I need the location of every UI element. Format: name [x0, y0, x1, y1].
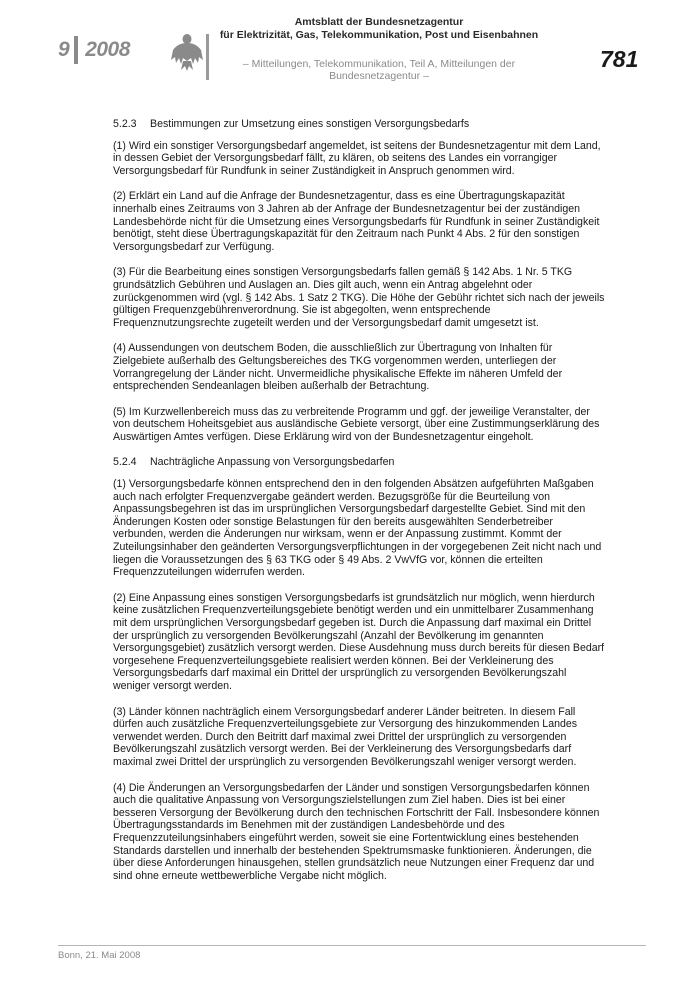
main-content	[113, 118, 605, 895]
issue-divider	[74, 36, 78, 64]
publication-title-line2: für Elektrizität, Gas, Telekommunikation, Post und Eisenbahnen	[219, 29, 539, 41]
paragraph: (3) Für die Bearbeitung eines sonstigen Versorgungsbedarfs fallen gemäß § 142 Abs. 1 Nr. 5 TKG grundsätzlich Gebühren und Auslagen an. Dies gilt auch, wenn ein Antrag abgelehnt oder zurückgenommen wird (vgl. § 142 Abs. 1 Satz 2 TKG). Die Höhe der Gebühr richtet sich nach der jeweils gültigen Frequenzgebührenverordnung. Sie ist abgegolten, wenn entsprechende Frequenznutzungsrechte zugeteilt werden und der Versorgungsbedarf damit umgesetzt ist.	[113, 266, 605, 329]
paragraph: (2) Erklärt ein Land auf die Anfrage der Bundesnetzagentur, dass es eine Übertragungskapazität innerhalb eines Zeitraums von 3 Jahren ab der Anfrage der Bundesnetzagentur bei der zuständigen Landesbehörde nicht für die Umsetzung eines Versorgungsbedarfs für Rundfunk in seiner Zuständigkeit benötigt, steht diese Übertragungskapazität für den Zeitraum nach Punkt 4 Abs. 2 für den sonstigen Versorgungsbedarf zur Verfügung.	[113, 190, 600, 253]
header-divider	[206, 34, 209, 80]
section-number: 5.2.3	[113, 118, 137, 130]
footer-text: Bonn, 21. Mai 2008	[58, 950, 141, 961]
paragraph: (5) Im Kurzwellenbereich muss das zu verbreitende Programm und ggf. der jeweilige Veranstalter, der von deutschem Hoheitsgebiet aus ausländische Gebiete versorgt, über eine Zustimmungserklärung des Auswärtigen Amtes verfügen. Diese Erklärung wird von der Bundesnetzagentur eingeholt.	[113, 405, 600, 443]
issue-year: 2008	[85, 38, 130, 61]
issue-label	[58, 38, 130, 62]
footer-divider	[58, 945, 646, 946]
section-heading-5-2-4	[113, 456, 605, 469]
section-title: Nachträgliche Anpassung von Versorgungsbedarfen	[150, 456, 395, 469]
publication-subtitle: – Mitteilungen, Telekommunikation, Teil A, Mitteilungen der Bundesnetzagentur –	[242, 58, 516, 82]
publication-title-line1: Amtsblatt der Bundesnetzagentur	[294, 16, 464, 28]
issue-number: 9	[58, 38, 70, 61]
paragraph: (2) Eine Anpassung eines sonstigen Versorgungsbedarfs ist grundsätzlich nur möglich, wenn hierdurch keine zusätzlichen Frequenzverteilungsgebiete benötigt werden und ein unmittelbarer Zusammenhang mit dem ursprünglichen Versorgungsbedarf gegeben ist. Durch die Anpassung darf maximal ein Drittel der ursprünglich zu versorgenden Bevölkerungszahl (Anzahl der Bevölkerung im genannten Versorgungsgebiet) zusätzlich versorgt werden. Diese Ausdehnung muss durch bereits für diesen Bedarf vorgesehene Frequenzverteilungsgebiete realisiert werden können. Bei der Verkleinerung des Versorgungsbedarfs darf maximal ein Drittel der ursprünglich zu versorgenden Bevölkerungszahl weniger versorgt werden.	[113, 591, 605, 692]
paragraph: (1) Wird ein sonstiger Versorgungsbedarf angemeldet, ist seitens der Bundesnetzagentur mit dem Land, in dessen Gebiet der Versorgungsbedarf fällt, zu klären, ob seitens des Landes ein vorrangiger Versorgungsbedarf für Rundfunk in seiner Zuständigkeit in Anspruch genommen wird.	[113, 139, 601, 177]
publication-title	[214, 16, 544, 42]
paragraph: (3) Länder können nachträglich einem Versorgungsbedarf anderer Länder beitreten. In diesem Fall dürfen auch zusätzliche Frequenzverteilungsgebiete zur Versorgung des hinzukommenden Landes verwendet werden. Durch den Beitritt darf maximal zwei Drittel der ursprünglich zu versorgenden Bevölkerungszahl zusätzlich versorgt werden. Bei der Verkleinerung des Versorgungsbedarfs darf maximal zwei Drittel der ursprünglich zu versorgenden Bevölkerungszahl weniger versorgt werden.	[113, 705, 578, 768]
section-number: 5.2.4	[113, 456, 137, 469]
paragraph: (4) Aussendungen von deutschem Boden, die ausschließlich zur Übertragung von Inhalten für Zielgebiete außerhalb des Geltungsbereiches des TKG vorgenommen werden, unterliegen der Vorrangregelung der Länder nicht. Unvermeidliche physikalische Effekte im näheren Umfeld der entsprechenden Sendeanlagen bleiben außerhalb der Betrachtung.	[113, 342, 563, 393]
federal-eagle-icon	[170, 30, 204, 72]
paragraph: (1) Versorgungsbedarfe können entsprechend den in den folgenden Absätzen aufgeführten Maßgaben auch nach erfolgter Frequenzvergabe geändert werden. Bezugsgröße für die Beurteilung von Anpassungsbegehren ist das im ursprünglichen Versorgungsbedarf dargestellte Gebiet. Sind mit den Änderungen Kosten oder sonstige Belastungen für den bereits ausgewählten Senderbetreiber verbunden, werden die Änderungen nur wirksam, wenn er der Anpassung zustimmt. Kommt der Zuteilungsinhaber den geänderten Versorgungsverpflichtungen in der vorgegebenen Zeit nicht nach und liegen die Voraussetzungen des § 63 TKG oder § 49 Abs. 2 VwVfG vor, können die erteilten Frequenzzuteilungen widerrufen werden.	[113, 478, 602, 579]
section-title: Bestimmungen zur Umsetzung eines sonstigen Versorgungsbedarfs	[150, 118, 470, 130]
section-heading-5-2-3	[113, 118, 605, 131]
paragraph: (4) Die Änderungen an Versorgungsbedarfen der Länder und sonstigen Versorgungsbedarfen können auch die qualitative Anpassung von Versorgungszielstellungen zum Ziel haben. Dies ist bei einer besseren Versorgung der Bevölkerung durch den technischen Fortschritt der Fall. Insbesondere können Übertragungsstandards im Benehmen mit der zuständigen Landesbehörde und des Frequenzzuteilungsinhabers eingeführt werden, soweit sie eine Fortentwicklung eines bestehenden Standards darstellen und innerhalb der bestehenden Spektrumsmaske funktionieren. Änderungen, die über diese Anforderungen hinausgehen, stellen grundsätzlich neue Nutzungen einer Frequenz dar und sind ohne erneute wettbewerbliche Vergabe nicht möglich.	[113, 781, 600, 882]
page-number: 781	[600, 46, 639, 72]
